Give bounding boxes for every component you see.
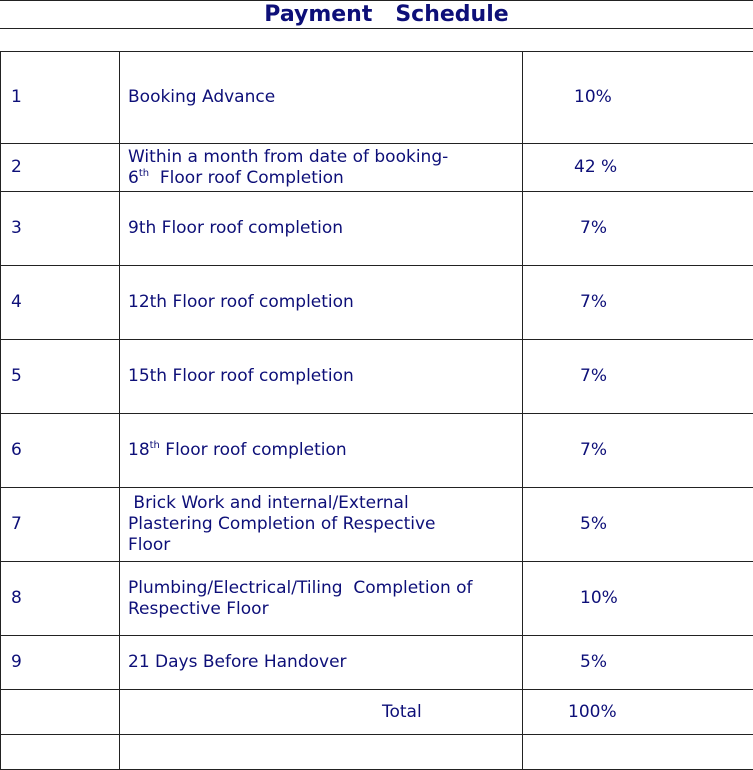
table-row — [1, 144, 753, 192]
row-percentage: 10% — [523, 562, 753, 636]
total-label-cell — [120, 690, 523, 735]
empty-cell — [523, 735, 753, 770]
row-number: 1 — [1, 52, 120, 144]
total-label: Total — [128, 702, 522, 723]
total-number-cell — [1, 690, 120, 735]
table-row — [1, 636, 753, 690]
row-number: 6 — [1, 414, 120, 488]
payment-schedule-table — [0, 51, 753, 770]
row-number: 3 — [1, 192, 120, 266]
row-percentage: 5% — [523, 636, 753, 690]
table-row — [1, 52, 753, 144]
row-number: 7 — [1, 488, 120, 562]
table-row — [1, 488, 753, 562]
table-row — [1, 414, 753, 488]
total-row — [1, 690, 753, 735]
table-row — [1, 562, 753, 636]
page-title: Payment Schedule — [0, 2, 753, 28]
empty-cell — [120, 735, 523, 770]
row-description: 12th Floor roof completion — [120, 266, 523, 340]
row-percentage: 7% — [523, 192, 753, 266]
row-number: 5 — [1, 340, 120, 414]
row-percentage: 7% — [523, 414, 753, 488]
total-percentage: 100% — [523, 690, 753, 735]
row-description: Within a month from date of booking- 6th Floor roof Completion — [120, 144, 523, 192]
title-band — [0, 0, 753, 29]
row-description: Plumbing/Electrical/Tiling Completion of Respective Floor — [120, 562, 523, 636]
row-number: 8 — [1, 562, 120, 636]
row-description: Brick Work and internal/External Plastering Completion of Respective Floor — [120, 488, 523, 562]
empty-cell — [1, 735, 120, 770]
table-row — [1, 340, 753, 414]
row-number: 4 — [1, 266, 120, 340]
row-description: 9th Floor roof completion — [120, 192, 523, 266]
table-row — [1, 192, 753, 266]
empty-row — [1, 735, 753, 770]
row-number: 2 — [1, 144, 120, 192]
row-percentage: 10% — [523, 52, 753, 144]
row-description: 21 Days Before Handover — [120, 636, 523, 690]
table-row — [1, 266, 753, 340]
row-number: 9 — [1, 636, 120, 690]
row-percentage: 7% — [523, 266, 753, 340]
row-percentage: 42 % — [523, 144, 753, 192]
row-description: 18th Floor roof completion — [120, 414, 523, 488]
row-percentage: 7% — [523, 340, 753, 414]
row-description: 15th Floor roof completion — [120, 340, 523, 414]
row-description: Booking Advance — [120, 52, 523, 144]
row-percentage: 5% — [523, 488, 753, 562]
